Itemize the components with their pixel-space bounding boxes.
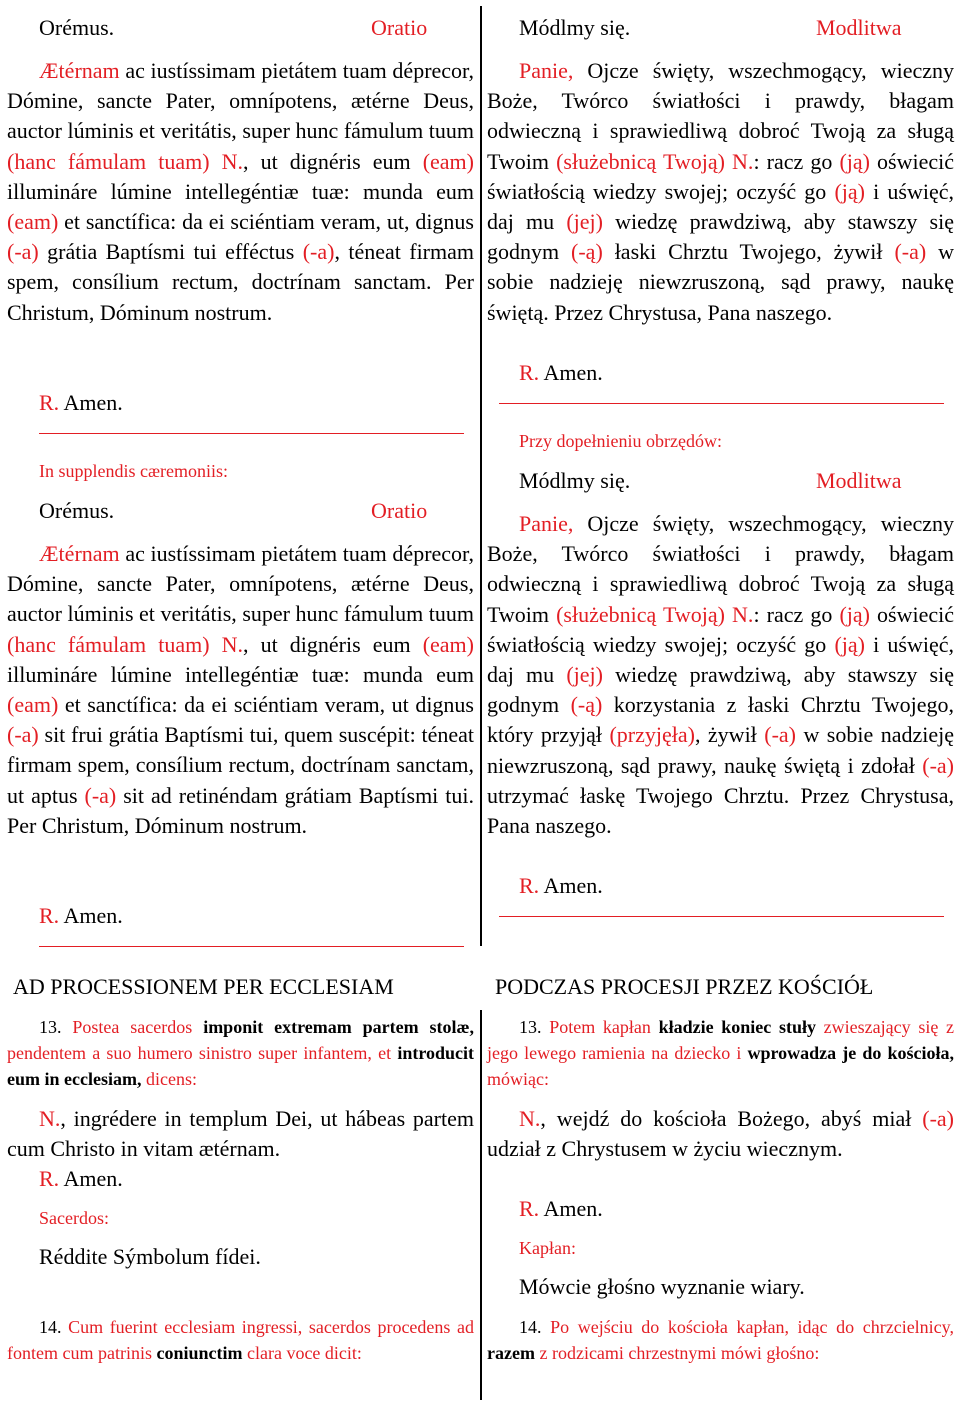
- response-amen: R. Amen.: [39, 390, 123, 415]
- text-run: Ojcze święty, wszechmogący, wieczny Boże, Twórco światłości i prawdy, błagam odwieczną i sprawiedliwą dobroć Twoją za sługą Twoim: [487, 511, 954, 627]
- text-run: (-a): [7, 722, 39, 748]
- text-run: 14.: [519, 1317, 551, 1337]
- response-amen: R. Amen.: [519, 360, 603, 385]
- text-run: wiedzę prawdziwą, aby stawszy się godnym: [487, 662, 954, 718]
- text-run: 13.: [39, 1017, 73, 1037]
- text-run: (eam): [7, 692, 59, 718]
- verse-13: [7, 1104, 474, 1164]
- rubric-supplendis: In supplendis cæremoniis:: [39, 461, 228, 481]
- text-run: ac iustíssimam pietátem tuam déprecor, Dómine, sancte Pater, omnípotens, ætérne Deus, auctor lúminis et veritátis, super hunc fámulum tuum: [7, 541, 474, 627]
- text-run: razem: [487, 1343, 535, 1363]
- text-run: z rodzicami chrzestnymi mówi głośno:: [534, 1343, 820, 1363]
- text-run: (-a): [894, 239, 927, 265]
- text-run: , żywił: [694, 722, 765, 748]
- separator-line: [499, 916, 944, 917]
- text-run: sit frui grátia Baptísmi tui, quem suscépit: téneat firmam spem, consílium rectum, doctrínam sanctam, ut aptus: [7, 722, 474, 808]
- reddite-symbolum: Réddite Sýmbolum fídei.: [39, 1244, 261, 1269]
- text-run: Postea sacerdos: [72, 1017, 204, 1037]
- text-run: pendentem a suo humero sinistro super infantem, et: [7, 1043, 398, 1063]
- text-run: korzystania z łaski Chrztu Twojego, który przyjął: [487, 692, 954, 748]
- text-run: 14.: [39, 1317, 69, 1337]
- rubric-13: [7, 1014, 474, 1092]
- text-run: udział z Chrystusem w życiu wiecznym.: [487, 1136, 843, 1162]
- separator-line: [39, 433, 464, 434]
- text-run: clara voce dicit:: [242, 1343, 362, 1363]
- oratio-heading: Oratio: [371, 15, 428, 40]
- text-run: illumináre lúmine intellegéntiæ tuæ: munda eum: [7, 178, 474, 204]
- section-heading: PODCZAS PROCESJI PRZEZ KOŚCIÓŁ: [495, 974, 874, 999]
- text-run: wprowadza je do kościoła,: [747, 1043, 954, 1063]
- separator-line: [39, 946, 464, 947]
- modlmy-heading: Módlmy się.: [519, 15, 631, 40]
- text-run: (eam): [422, 148, 474, 174]
- kaplan-label: Kapłan:: [519, 1238, 576, 1258]
- text-run: Cum fuerint ecclesiam ingressi, sacerdos procedens ad fontem cum patrinis: [7, 1317, 474, 1363]
- text-run: (eam): [422, 631, 474, 657]
- response-amen: R. Amen.: [519, 873, 603, 898]
- text-run: (-a): [84, 782, 117, 808]
- oremus-heading: Orémus.: [39, 498, 115, 523]
- text-run: grátia Baptísmi tui efféctus: [38, 239, 303, 265]
- text-run: Ætérnam: [39, 58, 120, 83]
- section-heading: AD PROCESSIONEM PER ECCLESIAM: [13, 974, 394, 999]
- text-run: Panie,: [519, 511, 574, 536]
- modlitwa-heading: Modlitwa: [816, 468, 902, 493]
- text-run: , ut dignéris eum: [243, 631, 423, 657]
- text-run: Po wejściu do kościoła kapłan, idąc do chrzcielnicy,: [550, 1317, 955, 1337]
- response-amen: R. Amen.: [39, 1166, 123, 1191]
- text-run: Ojcze święty, wszechmogący, wieczny Boże, Twórco światłości i prawdy, błagam odwieczną i sprawiedliwą dobroć Twoją za sługą Twoim: [487, 58, 954, 174]
- text-run: imponit extremam partem stolæ,: [203, 1017, 475, 1037]
- rubric-13: [487, 1014, 954, 1092]
- text-run: dicens:: [141, 1069, 197, 1089]
- text-run: N.: [519, 1106, 541, 1131]
- text-run: i uświęć, daj mu: [487, 631, 954, 688]
- oration-prayer-supplendis: [7, 539, 474, 841]
- text-run: (jej): [566, 209, 603, 235]
- text-run: mówiąc:: [487, 1069, 549, 1089]
- text-run: coniunctim: [156, 1343, 243, 1363]
- column-divider-lower: [480, 1010, 482, 1400]
- text-run: utrzymać łaskę Twojego Chrztu. Przez Chrystusa, Pana naszego.: [487, 782, 954, 839]
- separator-line: [499, 403, 944, 404]
- text-run: : racz go: [753, 601, 840, 627]
- text-run: (ją): [834, 631, 865, 657]
- text-run: , wejdź do kościoła Bożego, abyś miał: [540, 1106, 923, 1131]
- response-amen: R. Amen.: [39, 903, 123, 928]
- text-run: 13.: [519, 1017, 550, 1037]
- text-run: : racz go: [753, 148, 840, 174]
- text-run: et sanctífica: da ei sciéntiam veram, ut dignus: [58, 692, 474, 718]
- text-run: (eam): [7, 209, 59, 235]
- text-run: (hanc fámulam tuam) N.: [7, 631, 243, 657]
- text-run: (służebnicą Twoją) N.: [556, 601, 754, 627]
- text-run: (przyjęła): [609, 722, 695, 748]
- text-run: (-a): [764, 722, 796, 748]
- text-run: (-a): [922, 1106, 954, 1131]
- text-run: illumináre lúmine intellegéntiæ tuæ: munda eum: [7, 661, 474, 687]
- text-run: oświecić światłością wiedzy swojej; oczyść go: [487, 601, 955, 657]
- text-run: introducit eum in ecclesiam,: [7, 1043, 474, 1089]
- text-run: (-ą): [571, 239, 603, 265]
- response-amen: R. Amen.: [519, 1196, 603, 1221]
- text-run: (-ą): [570, 692, 603, 718]
- text-run: Potem kapłan: [549, 1017, 659, 1037]
- text-run: (służebnicą Twoją) N.: [556, 148, 754, 174]
- oration-prayer: [7, 56, 474, 328]
- text-run: (hanc fámulam tuam) N.: [7, 148, 243, 174]
- oremus-heading: Orémus.: [39, 15, 115, 40]
- text-run: (ją): [834, 178, 865, 204]
- text-run: zwieszający się z jego lewego ramienia na dziecko i: [487, 1017, 954, 1063]
- oratio-heading: Oratio: [371, 498, 428, 523]
- modlitwa-heading: Modlitwa: [816, 15, 902, 40]
- text-run: (ją): [839, 148, 870, 174]
- rubric-14: [7, 1314, 474, 1366]
- text-run: , ut dignéris eum: [243, 148, 423, 174]
- modlmy-heading: Módlmy się.: [519, 468, 631, 493]
- text-run: , téneat firmam spem, consílium rectum, doctrínam sanctam. Per Christum, Dóminum nostrum.: [7, 239, 474, 325]
- text-run: (-a): [7, 239, 39, 265]
- modlitwa-prayer-dopelnieniu: [487, 509, 954, 841]
- text-run: wiedzę prawdziwą, aby stawszy się godnym: [487, 209, 954, 265]
- text-run: w sobie nadzieję niewzruszoną, sąd prawy, naukę świętą. Przez Chrystusa, Pana naszego.: [487, 239, 954, 325]
- text-run: oświecić światłością wiedzy swojej; oczyść go: [487, 148, 955, 204]
- mowcie-wyznanie: Mówcie głośno wyznanie wiary.: [519, 1274, 805, 1299]
- text-run: (-a): [922, 752, 954, 778]
- text-run: łaski Chrztu Twojego, żywił: [602, 239, 895, 265]
- column-divider: [480, 6, 482, 946]
- text-run: N.: [39, 1106, 61, 1131]
- text-run: ac iustíssimam pietátem tuam déprecor, Dómine, sancte Pater, omnípotens, ætérne Deus, auctor lúminis et veritátis, super hunc fámulum tuum: [7, 58, 474, 144]
- verse-13: [487, 1104, 954, 1164]
- text-run: (ją): [839, 601, 870, 627]
- text-run: Panie,: [519, 58, 574, 83]
- rubric-14: [487, 1314, 954, 1366]
- rubric-dopelnieniu: Przy dopełnieniu obrzędów:: [519, 431, 722, 451]
- text-run: sit ad retinéndam grátiam Baptísmi tui. Per Christum, Dóminum nostrum.: [7, 782, 474, 838]
- text-run: i uświęć, daj mu: [487, 178, 954, 235]
- text-run: (-a): [302, 239, 335, 265]
- text-run: w sobie nadzieję niewzruszoną, sąd prawy, naukę świętą i zdołał: [487, 722, 954, 778]
- text-run: (jej): [566, 662, 603, 688]
- text-run: , ingrédere in templum Dei, ut hábeas partem cum Christo in vitam ætérnam.: [7, 1106, 474, 1162]
- modlitwa-prayer: [487, 56, 954, 328]
- text-run: kładzie koniec stuły: [658, 1017, 816, 1037]
- text-run: et sanctífica: da ei sciéntiam veram, ut, dignus: [58, 209, 474, 235]
- text-run: Ætérnam: [39, 541, 120, 566]
- sacerdos-label: Sacerdos:: [39, 1208, 109, 1228]
